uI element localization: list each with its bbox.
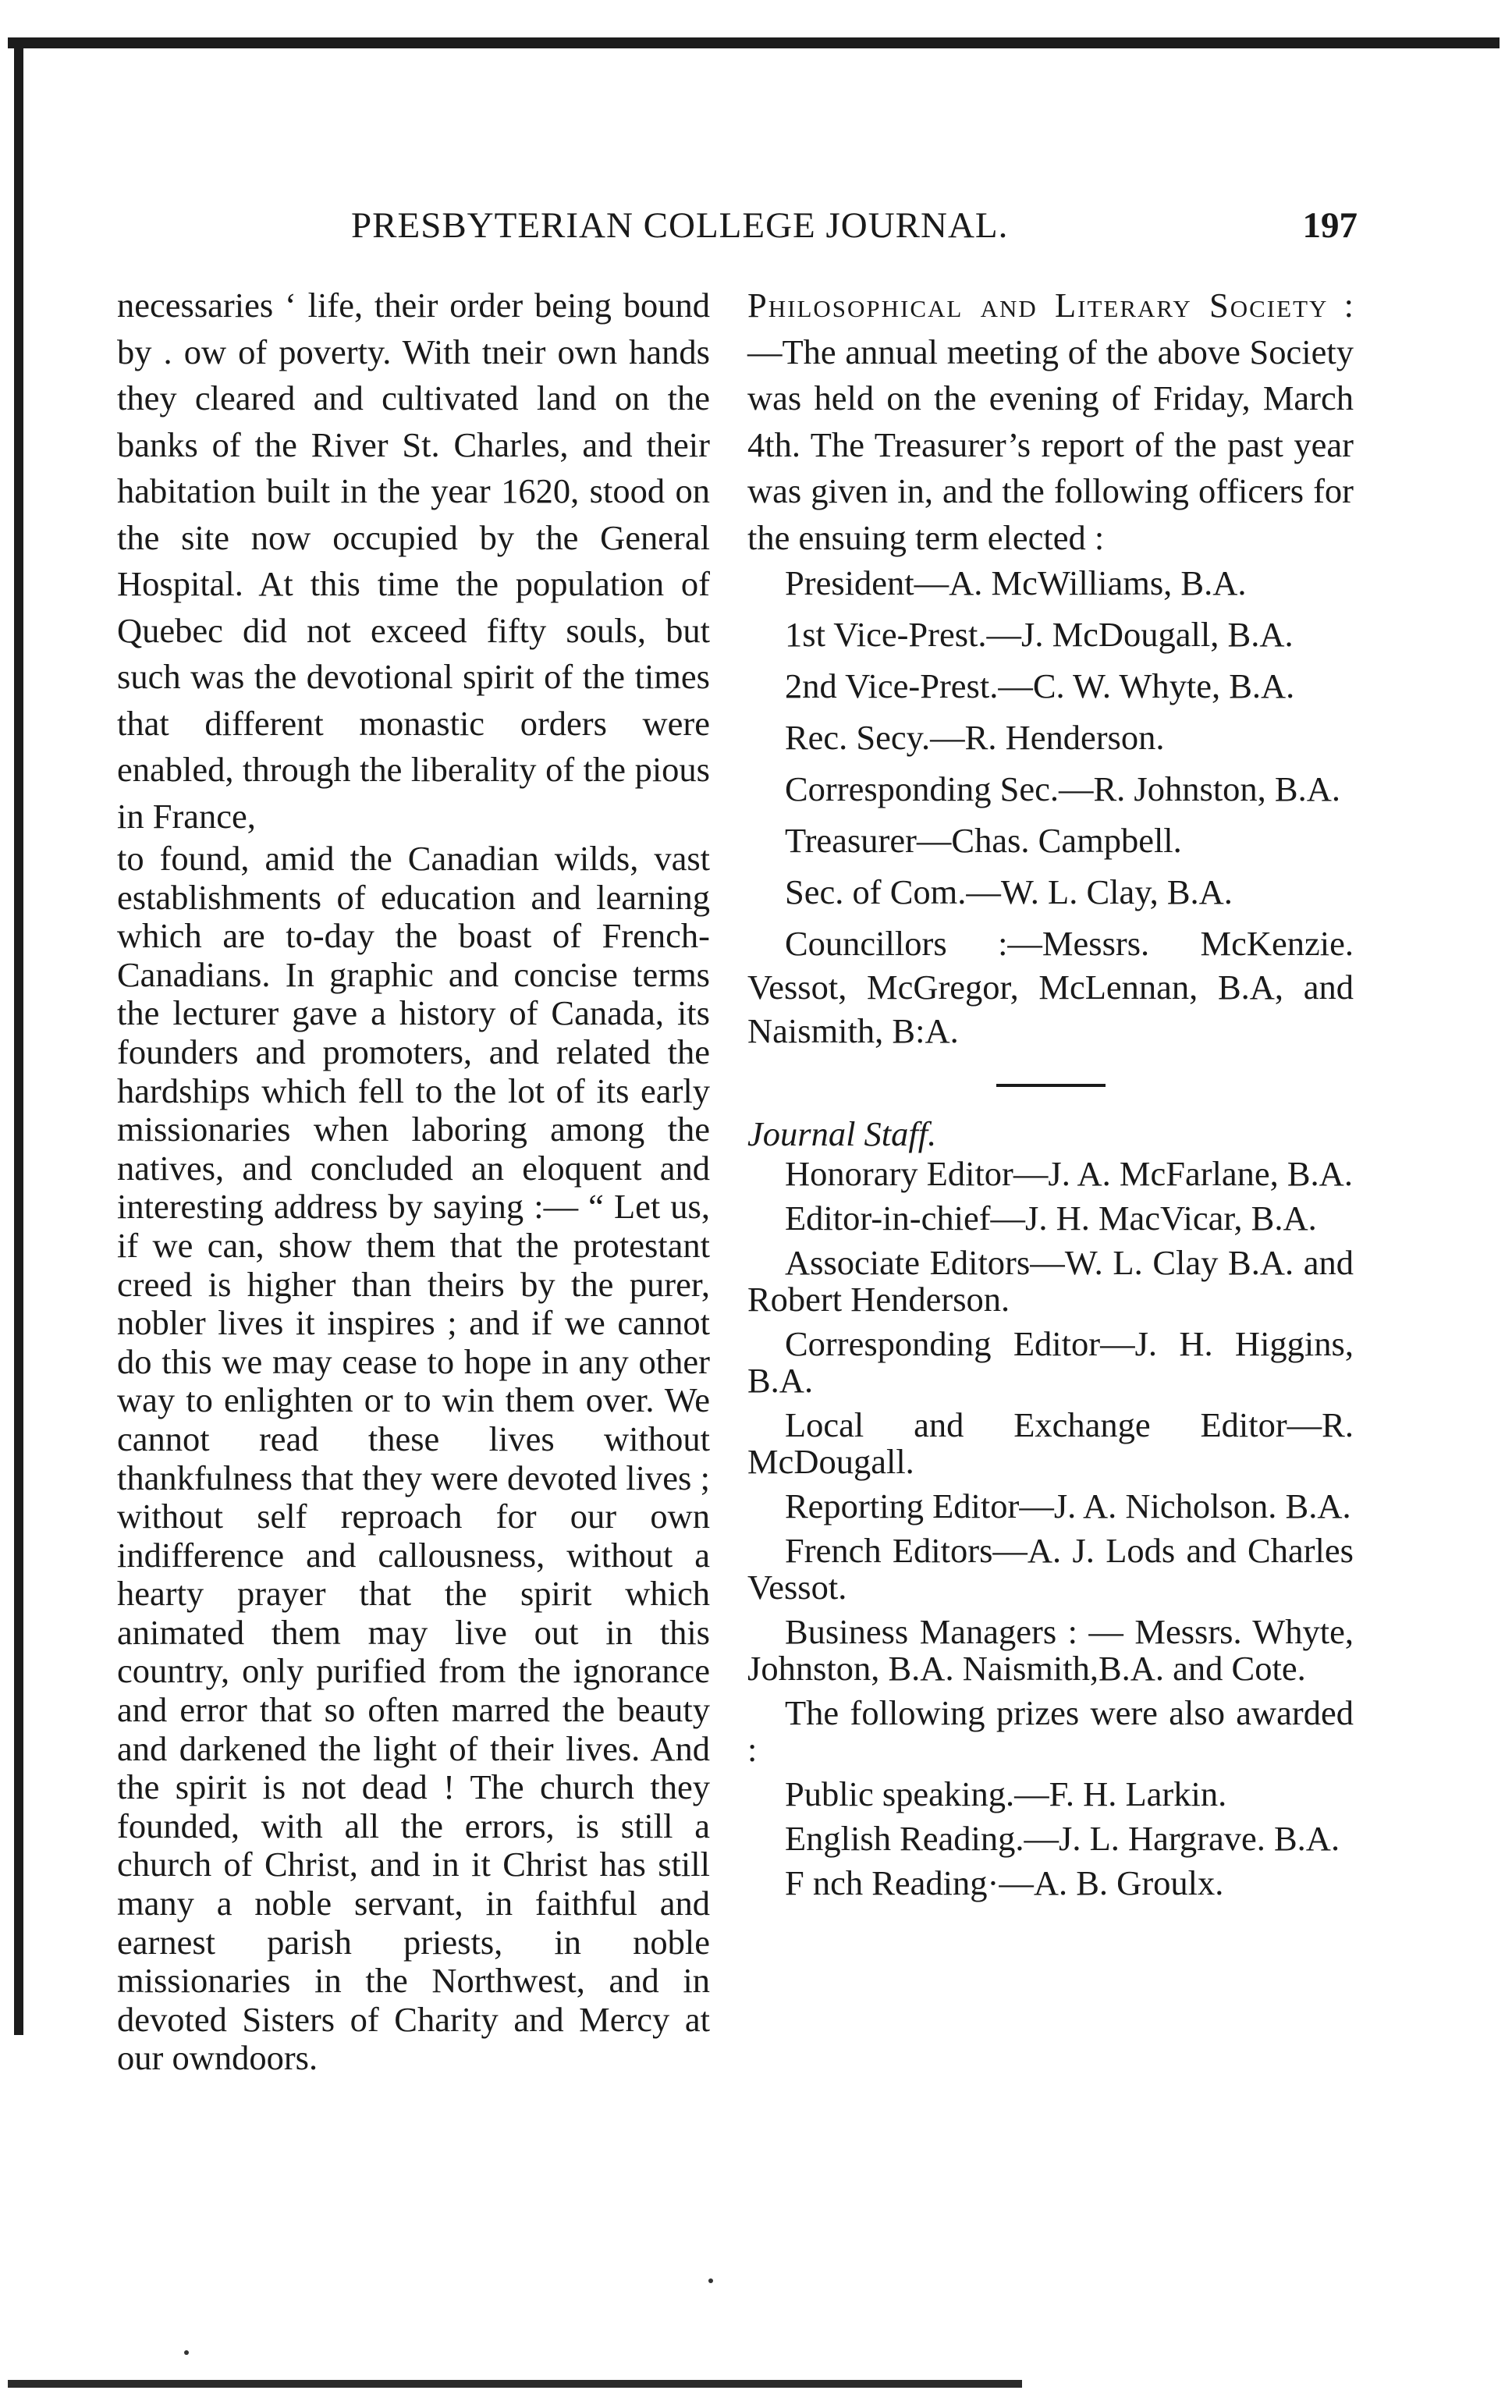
bottom-border-rule [8,2380,1022,2388]
society-report [747,282,1354,561]
staff-entry: Associate Editors—W. L. Clay B.A. and Robert Henderson. [747,1243,1354,1319]
right-column [747,282,1354,1902]
officer-entry: President—A. McWilliams, B.A. [785,563,1247,602]
officers-list [747,561,1354,1053]
staff-entry: F nch Reading·—A. B. Groulx. [785,1863,1224,1902]
officer-entry: Corresponding Sec.—R. Johnston, B.A. [785,769,1340,808]
staff-entry: The following prizes were also awarded : [747,1693,1354,1769]
top-border-rule [8,37,1500,48]
staff-list [747,1156,1354,1902]
left-paragraph-1: necessaries ‘ life, their order being bound by . ow of poverty. With tneir own hands they cleared and cultivated land on the banks of the River St. Charles, and their habitation built in the year 1620, stood on the site now occupied by the General Hospital. At this time the population of Quebec did not exceed fifty souls, but such was the devotional spirit of the times that different monastic orders were enabled, through the liberality of the pious in France, [117,286,710,836]
staff-entry: Business Managers : — Messrs. Whyte, Johnston, B.A. Naismith,B.A. and Cote. [747,1612,1354,1688]
running-title: PRESBYTERIAN COLLEGE JOURNAL. [351,205,1009,246]
staff-entry: French Editors—A. J. Lods and Charles Vessot. [747,1531,1354,1607]
ink-speck [708,2278,713,2283]
left-paragraph-2: to found, amid the Canadian wilds, vast establishments of education and learning which are to-day the boast of French-Canadians. In graphic and concise terms the lecturer gave a history of Canada, its founders and promoters, and related the hardships which fell to the lot of its early missionaries when laboring among the natives, and concluded an eloquent and interesting address by saying :— “ Let us, if we can, show them that the protestant creed is higher than theirs by the purer, nobler lives it inspires ; and if we cannot do this we may cease to hope in any other way to enlighten or to win them over. We cannot read these lives without thankfulness that they were devoted lives ; without self reproach for our own indifference and callousness, without a hearty prayer that the spirit which animated them may live out in this country, only purified from the ignorance and error that so often marred the beauty and darkened the light of their lives. And the spirit is not dead ! The church they founded, with all the errors, is still a church of Christ, and in it Christ has still many a noble servant, in faithful and earnest parish priests, in noble missionaries in the Northwest, and in devoted Sisters of Charity and Mercy at our owndoors. [117,839,710,2078]
officer-entry: Treasurer—Chas. Campbell. [785,821,1182,860]
staff-entry: Reporting Editor—J. A. Nicholson. B.A. [785,1486,1351,1525]
staff-entry: Corresponding Editor—J. H. Higgins, B.A. [747,1324,1354,1400]
officer-entry: Rec. Secy.—R. Henderson. [785,718,1165,757]
officer-entry: 1st Vice-Prest.—J. McDougall, B.A. [785,615,1294,654]
page-number: 197 [1302,205,1358,246]
officer-entry: Sec. of Com.—W. L. Clay, B.A. [785,872,1233,911]
society-text: :—The annual meeting of the above Society was held on the evening of Friday, March 4th. The Treasurer’s report of the past year was given in, and the following officers for the ensuing term elected : [747,286,1354,557]
section-divider [996,1084,1106,1087]
officer-entry: 2nd Vice-Prest.—C. W. Whyte, B.A. [785,666,1295,705]
ink-speck [184,2350,189,2355]
left-border-rule [14,37,23,2035]
journal-staff-heading: Journal Staff. [747,1114,937,1153]
page-header [117,204,1358,259]
staff-entry: English Reading.—J. L. Hargrave. B.A. [785,1819,1340,1858]
staff-entry: Local and Exchange Editor—R. McDougall. [747,1405,1354,1481]
staff-entry: Public speaking.—F. H. Larkin. [785,1774,1227,1813]
left-column [117,282,710,2078]
staff-entry: Editor-in-chief—J. H. MacVicar, B.A. [785,1199,1317,1238]
staff-entry: Honorary Editor—J. A. McFarlane, B.A. [785,1154,1353,1193]
officer-entry: Councillors :—Messrs. McKenzie. Vessot, McGregor, McLennan, B.A, and Naismith, B:A. [747,924,1354,1050]
society-heading: Philosophical and Literary Society [747,286,1329,325]
